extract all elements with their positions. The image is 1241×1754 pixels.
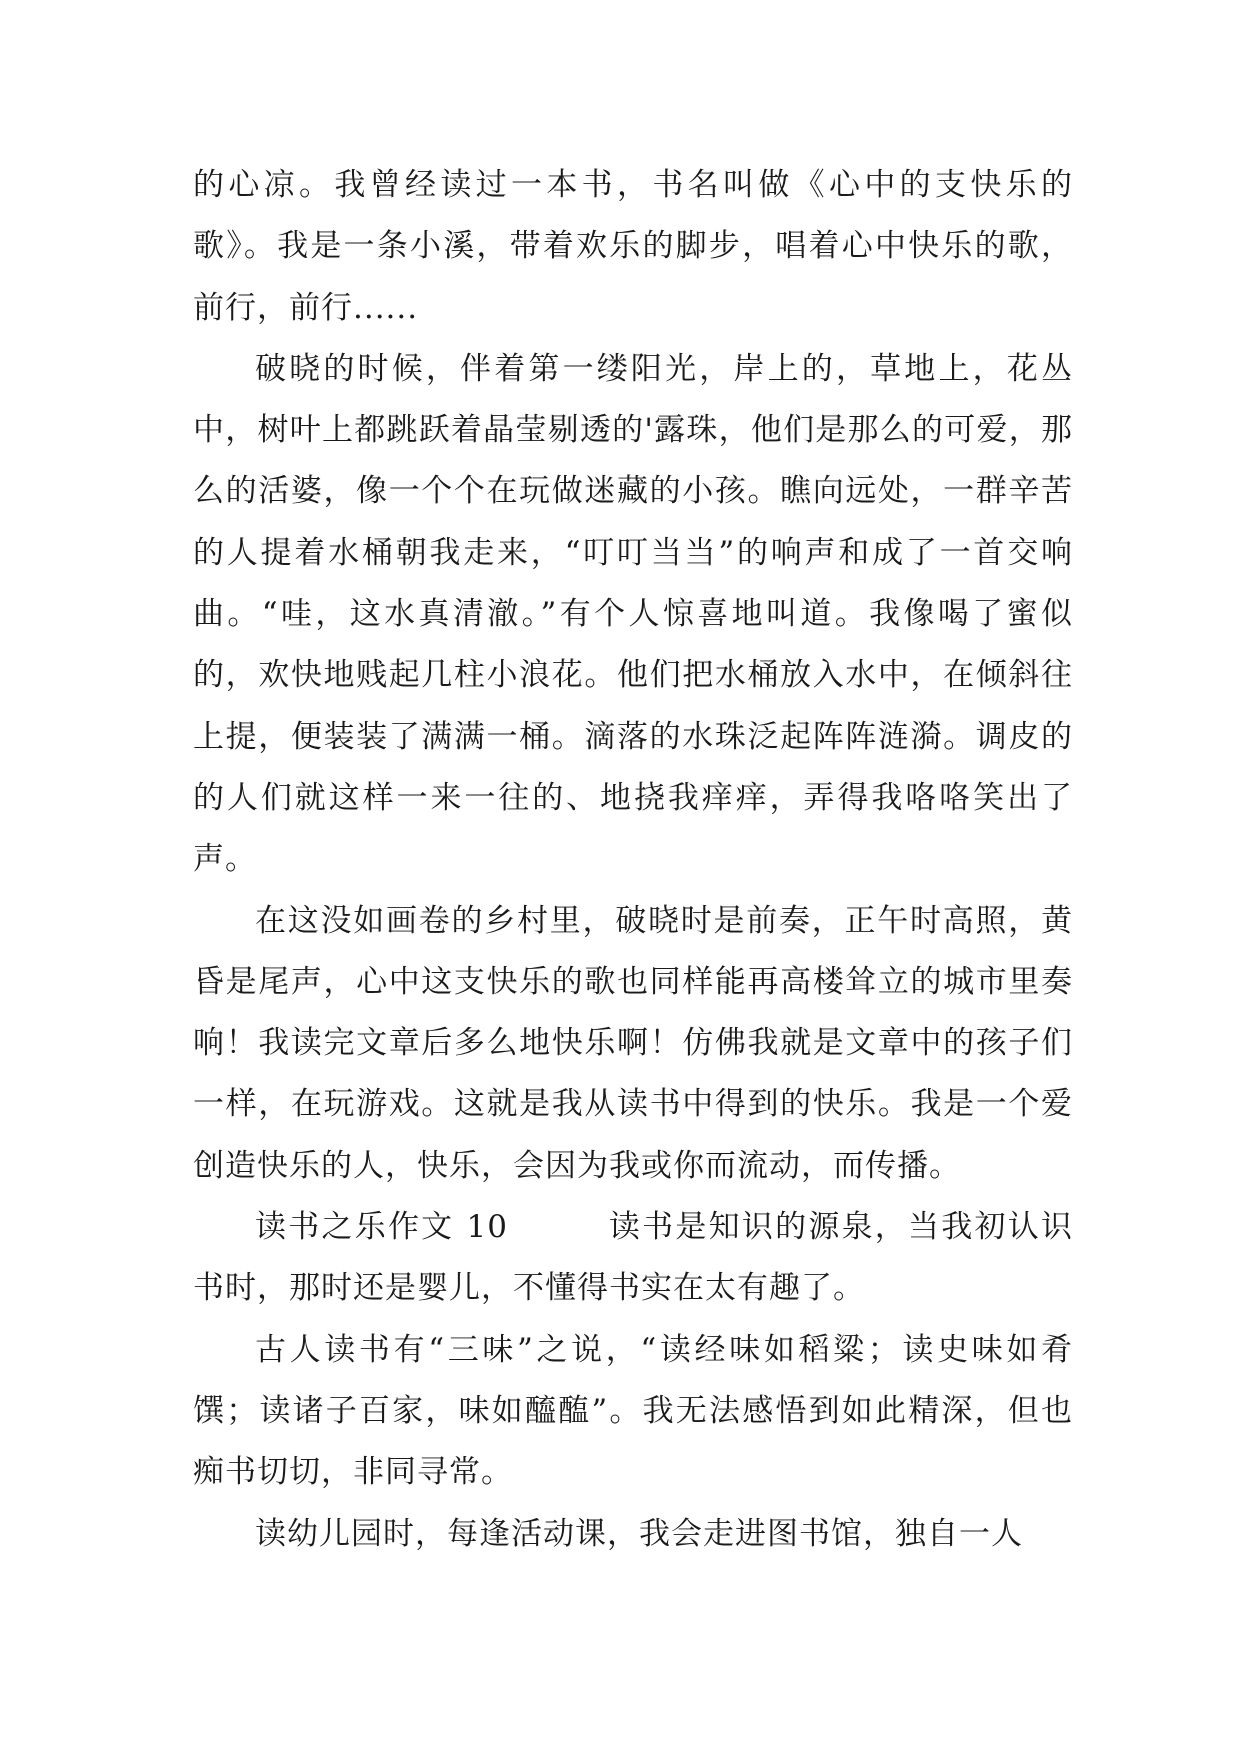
essay-text xyxy=(193,155,1073,1565)
paragraph-essay-10-start: 读书之乐作文 10 读书是知识的源泉，当我初认识书时，那时还是婴儿，不懂得书实在太有趣了。 xyxy=(193,1209,1073,1307)
paragraph-dawn: 破晓的时候，伴着第一缕阳光，岸上的，草地上，花丛中，树叶上都跳跃着晶莹剔透的'露珠，他们是那么的可爱，那么的活婆，像一个个在玩做迷藏的小孩。瞧向远处，一群辛苦的人提着水桶朝我走来，“叮叮当当”的响声和成了一首交响曲。“哇，这水真清澈。”有个人惊喜地叫道。我像喝了蜜似的，欢快地贱起几柱小浪花。他们把水桶放入水中，在倾斜往上提，便装装了满满一桶。滴落的水珠泛起阵阵涟漪。调皮的的人们就这样一来一往的、地挠我痒痒，弄得我咯咯笑出了声。 xyxy=(193,350,1073,878)
paragraph-kindergarten: 读幼儿园时，每逢活动课，我会走进图书馆，独自一人 xyxy=(255,1515,1023,1552)
paragraph-continuation: 的心凉。我曾经读过一本书，书名叫做《心中的支快乐的歌》。我是一条小溪，带着欢乐的脚步，唱着心中快乐的歌，前行，前行...... xyxy=(193,167,1073,326)
paragraph-village: 在这没如画卷的乡村里，破晓时是前奏，正午时高照，黄昏是尾声，心中这支快乐的歌也同样能再高楼耸立的城市里奏响！我读完文章后多么地快乐啊！仿佛我就是文章中的孩子们一样，在玩游戏。这就是我从读书中得到的快乐。我是一个爱创造快乐的人，快乐，会因为我或你而流动，而传播。 xyxy=(193,902,1073,1184)
paragraph-ancient-reading: 古人读书有“三味”之说，“读经味如稻粱；读史味如肴馔；读诸子百家，味如醯醢”。我无法感悟到如此精深，但也痴书切切，非同寻常。 xyxy=(193,1331,1073,1491)
